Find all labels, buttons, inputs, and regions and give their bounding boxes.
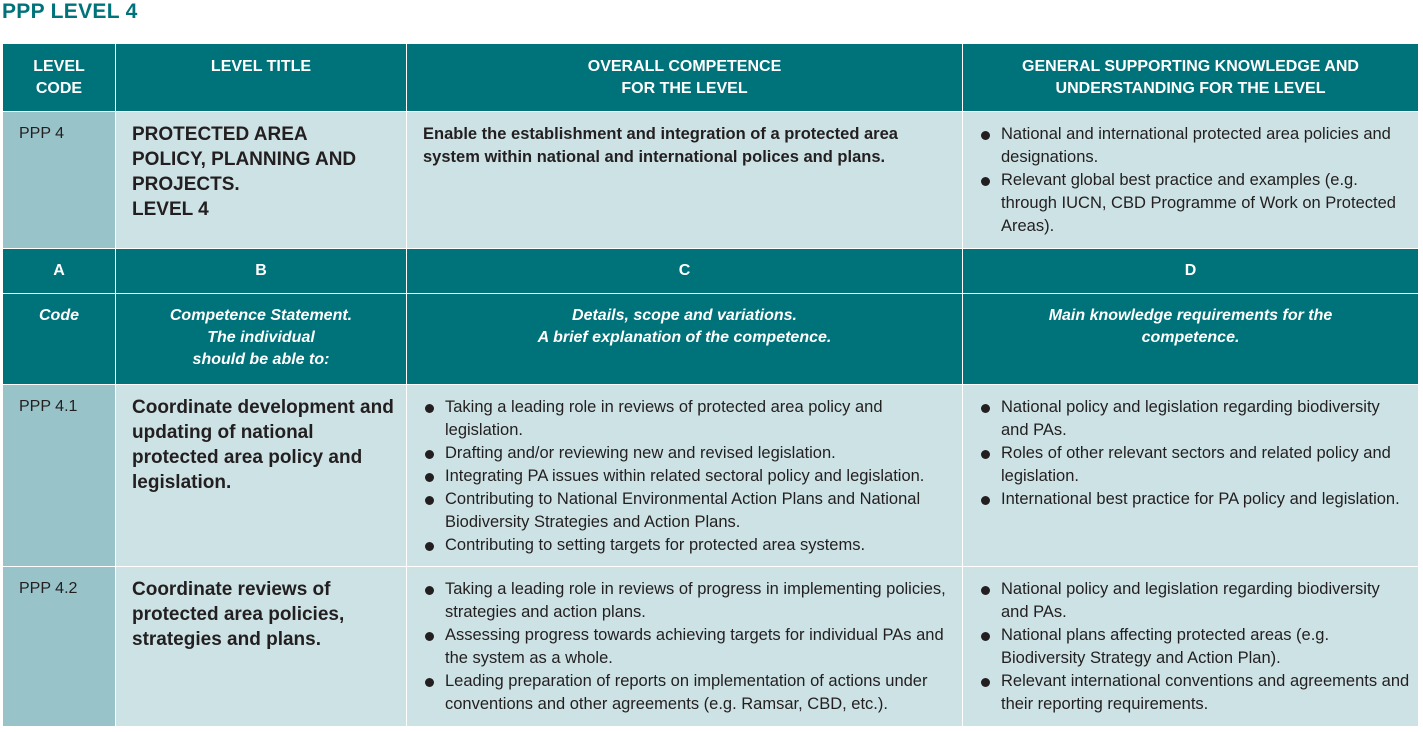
table-row [3, 567, 1419, 727]
level-code: PPP 4 [19, 125, 65, 142]
header-level-code: LEVEL CODE [3, 44, 116, 112]
details-list [407, 385, 962, 557]
list-item: Relevant international conventions and agreements and their reporting requirements. [979, 670, 1410, 716]
competence-code: PPP 4.1 [19, 398, 78, 415]
knowledge-list [963, 385, 1418, 511]
column-letter-row [3, 249, 1419, 294]
level-code-cell [3, 112, 116, 249]
details-list [407, 567, 962, 716]
level-title-cell [116, 112, 407, 249]
level-title: PROTECTED AREA POLICY, PLANNING AND PROJECTS. LEVEL 4 [132, 124, 357, 220]
competence-code-cell [3, 567, 116, 727]
letter-c: C [407, 249, 963, 294]
page-title: PPP LEVEL 4 [2, 0, 138, 23]
list-item: Roles of other relevant sectors and related policy and legislation. [979, 442, 1410, 488]
letter-b: B [116, 249, 407, 294]
list-item: Taking a leading role in reviews of protected area policy and legislation. [423, 396, 954, 442]
table-row [3, 385, 1419, 567]
overall-competence-cell [407, 112, 963, 249]
list-item: National and international protected area policies and designations. [979, 123, 1410, 169]
general-knowledge-list [963, 112, 1418, 238]
list-item: Taking a leading role in reviews of progress in implementing policies, strategies and action plans. [423, 578, 954, 624]
general-knowledge-cell [963, 112, 1419, 249]
competence-code-cell [3, 385, 116, 567]
letter-a: A [3, 249, 116, 294]
competence-statement-cell [116, 567, 407, 727]
column-header-knowledge: Main knowledge requirements for the competence. [963, 294, 1419, 385]
list-item: Contributing to setting targets for protected area systems. [423, 534, 954, 557]
knowledge-cell [963, 385, 1419, 567]
list-item: National policy and legislation regarding biodiversity and PAs. [979, 396, 1410, 442]
list-item: Contributing to National Environmental Action Plans and National Biodiversity Strategies and Action Plans. [423, 488, 954, 534]
column-description-row [3, 294, 1419, 385]
table-header-row [3, 44, 1419, 112]
competence-code: PPP 4.2 [19, 580, 78, 597]
list-item: National plans affecting protected areas (e.g. Biodiversity Strategy and Action Plan). [979, 624, 1410, 670]
list-item: Assessing progress towards achieving targets for individual PAs and the system as a whole. [423, 624, 954, 670]
list-item: Drafting and/or reviewing new and revised legislation. [423, 442, 954, 465]
column-header-details: Details, scope and variations. A brief explanation of the competence. [407, 294, 963, 385]
competence-statement-cell [116, 385, 407, 567]
header-level-title: LEVEL TITLE [116, 44, 407, 112]
header-general-knowledge: GENERAL SUPPORTING KNOWLEDGE AND UNDERSTANDING FOR THE LEVEL [963, 44, 1419, 112]
column-header-competence: Competence Statement. The individual should be able to: [116, 294, 407, 385]
knowledge-cell [963, 567, 1419, 727]
knowledge-list [963, 567, 1418, 716]
list-item: Leading preparation of reports on implementation of actions under conventions and other agreements (e.g. Ramsar, CBD, etc.). [423, 670, 954, 716]
details-cell [407, 385, 963, 567]
competence-statement: Coordinate reviews of protected area policies, strategies and plans. [132, 579, 345, 650]
competence-statement: Coordinate development and updating of national protected area policy and legislation. [132, 397, 394, 493]
details-cell [407, 567, 963, 727]
list-item: National policy and legislation regarding biodiversity and PAs. [979, 578, 1410, 624]
list-item: International best practice for PA policy and legislation. [979, 488, 1410, 511]
list-item: Integrating PA issues within related sectoral policy and legislation. [423, 465, 954, 488]
list-item: Relevant global best practice and examples (e.g. through IUCN, CBD Programme of Work on Protected Areas). [979, 169, 1410, 238]
letter-d: D [963, 249, 1419, 294]
competence-table [2, 43, 1419, 727]
column-header-code: Code [3, 294, 116, 385]
header-overall-competence: OVERALL COMPETENCE FOR THE LEVEL [407, 44, 963, 112]
overall-competence-text: Enable the establishment and integration of a protected area system within national and international polices and plans. [423, 125, 898, 166]
table-row [3, 112, 1419, 249]
